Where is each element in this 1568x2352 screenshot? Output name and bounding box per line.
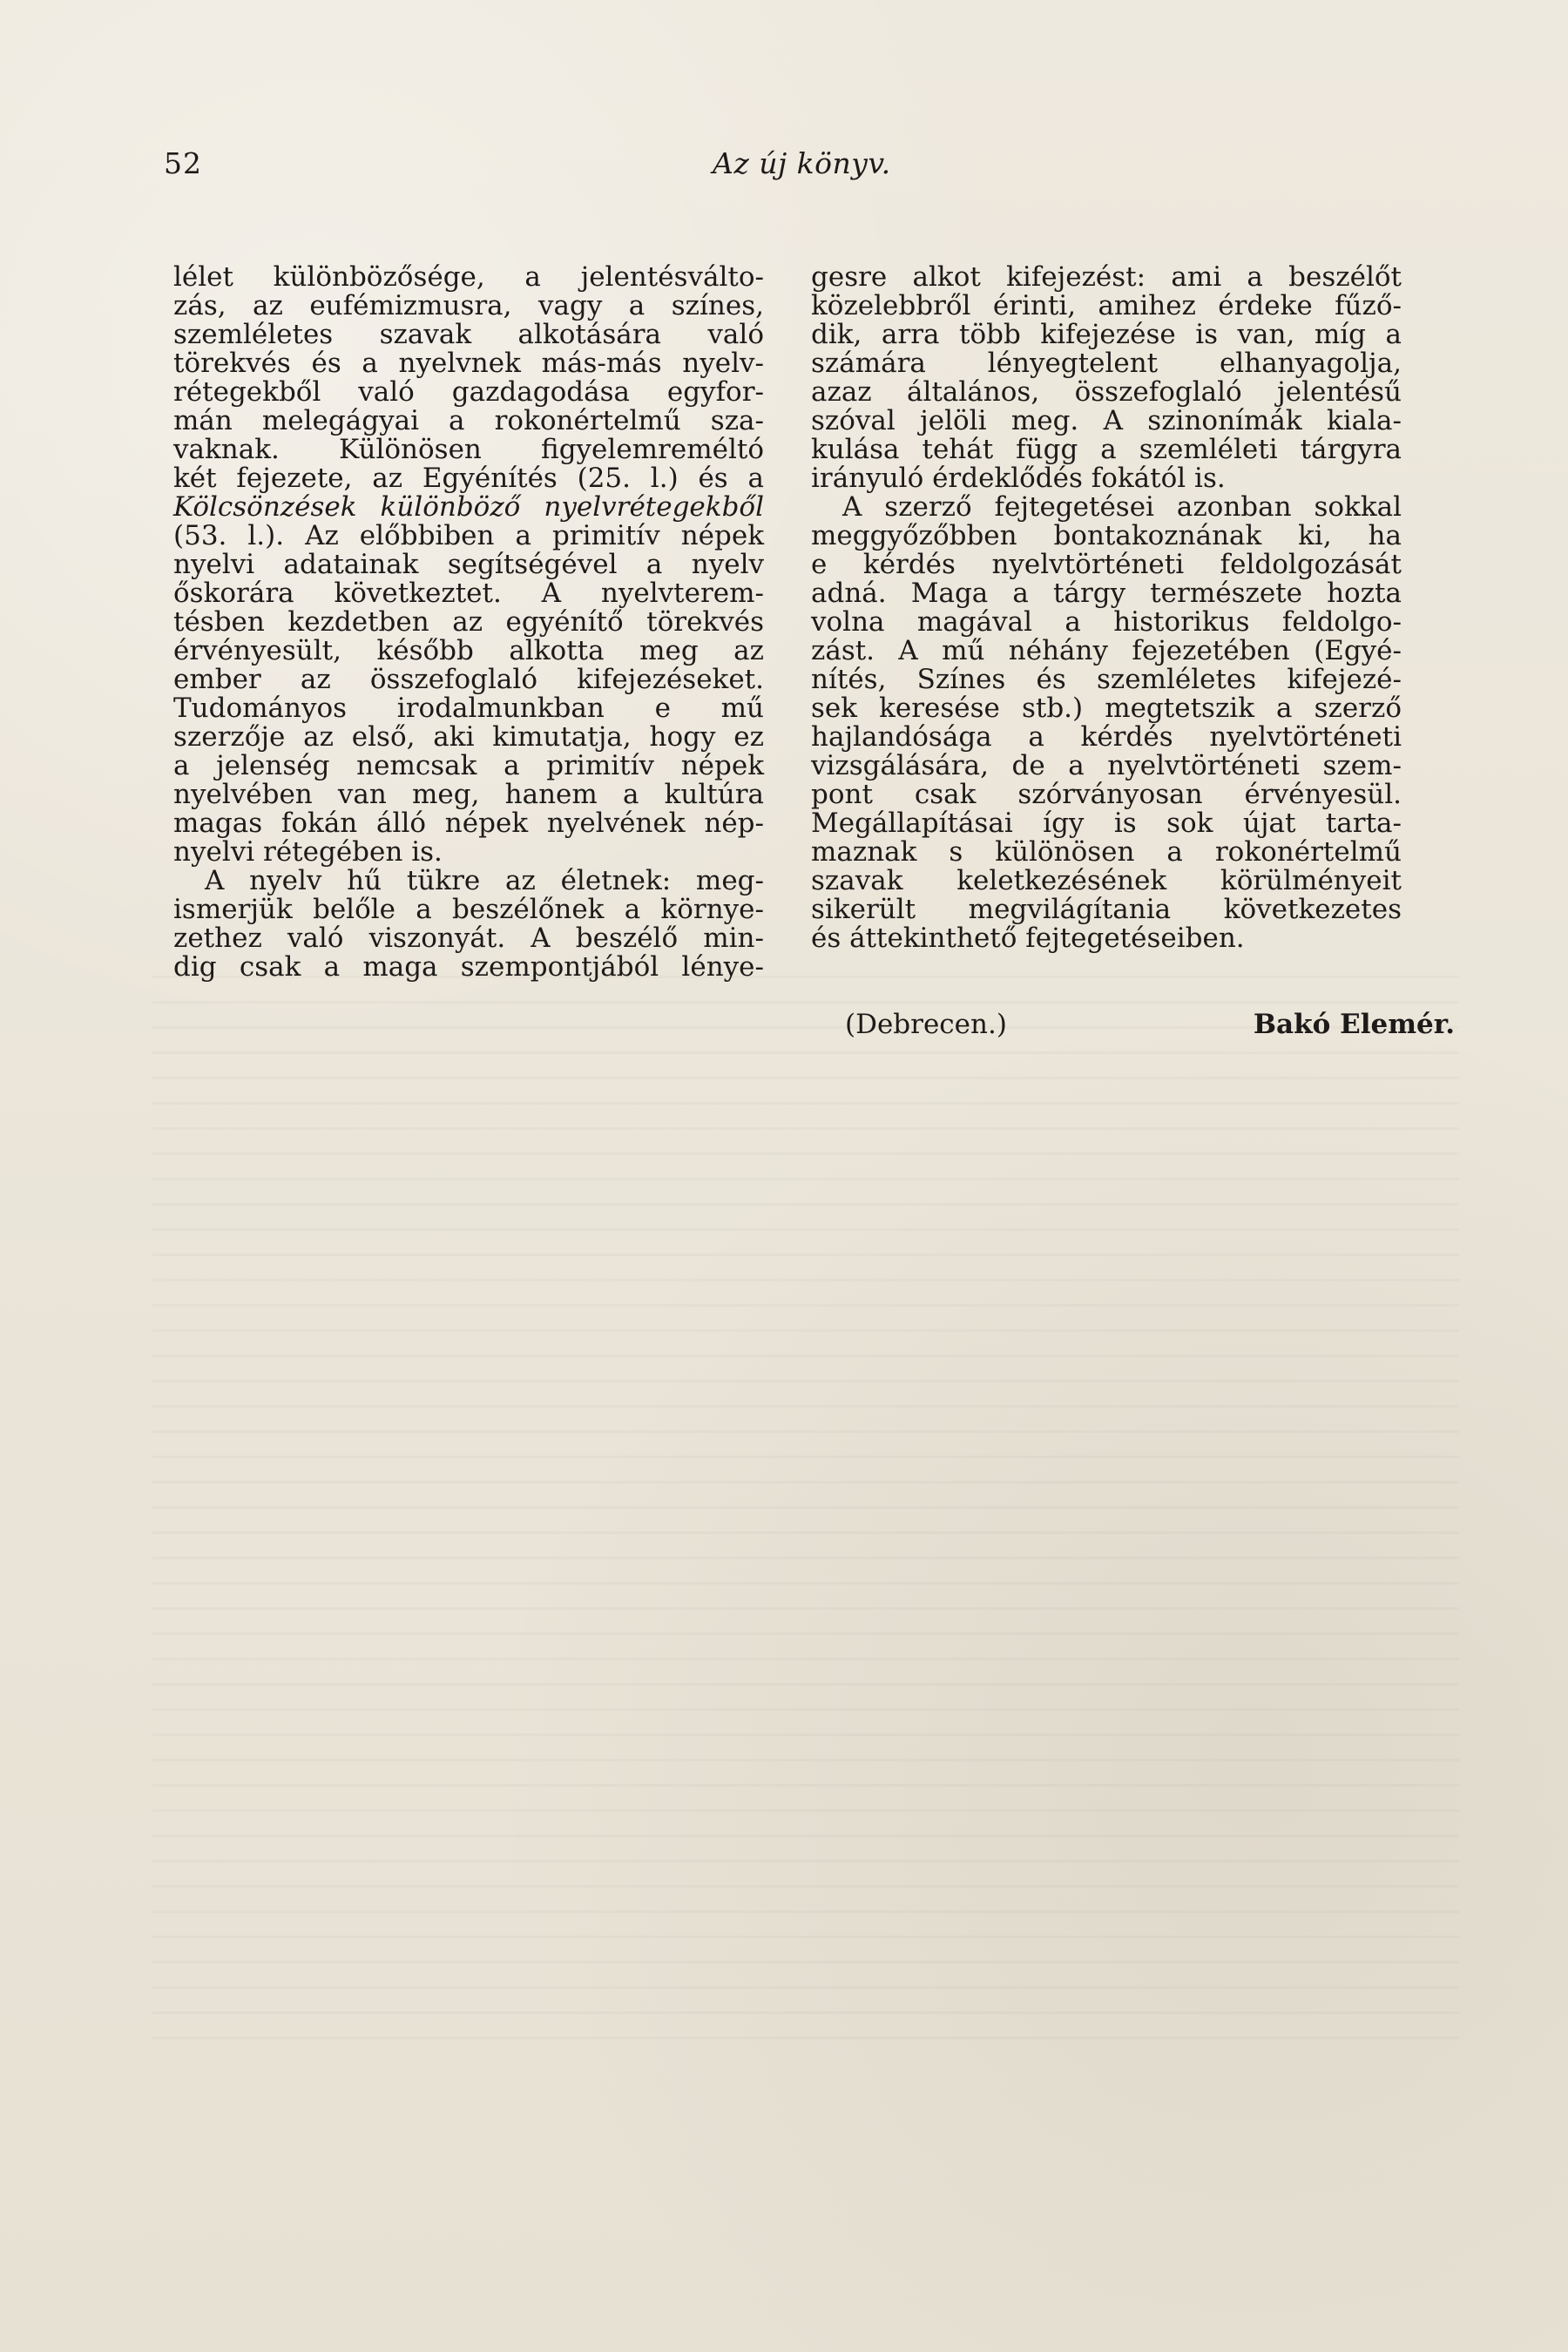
text-line: zást. A mű néhány fejezetében (Egyé- [811,635,1402,666]
text-line: nyelvi rétegében is. [173,836,443,868]
text-line: őskorára következtet. A nyelvterem- [173,578,764,609]
text-line: hajlandósága a kérdés nyelvtörténeti [811,721,1402,753]
text-line: zethez való viszonyát. A beszélő min- [173,923,764,954]
text-line: volna magával a historikus feldolgo- [811,606,1402,638]
text-line: meggyőzőbben bontakoznának ki, ha [811,520,1402,551]
text-line: adná. Maga a tárgy természete hozta [811,578,1402,609]
text-line: A szerző fejtegetései azonban sokkal [842,491,1402,523]
text-line: sikerült megvilágítania következetes [811,894,1402,925]
text-line: érvényesült, később alkotta meg az [173,635,764,666]
text-line: közelebbről érinti, amihez érdeke fűző- [811,290,1402,321]
text-line: törekvés és a nyelvnek más-más nyelv- [173,348,764,379]
text-line: a jelenség nemcsak a primitív népek [173,750,764,781]
signature-block [845,1010,1455,1045]
text-line: gesre alkot kifejezést: ami a beszélőt [811,261,1402,293]
text-line: két fejezete, az Egyénítés (25. l.) és a [173,463,764,494]
running-title: Az új könyv. [713,146,891,180]
text-line: azaz általános, összefoglaló jelentésű [811,376,1402,408]
text-line: maznak s különösen a rokonértelmű [811,836,1402,868]
left-text-column [173,263,764,982]
text-line: Tudományos irodalmunkban e mű [173,693,764,724]
text-line: ismerjük belőle a beszélőnek a környe- [173,894,764,925]
text-line: e kérdés nyelvtörténeti feldolgozását [811,549,1402,580]
text-line: dik, arra több kifejezése is van, míg a [811,319,1402,350]
text-line: nítés, Színes és szemléletes kifejezé- [811,664,1402,695]
text-line: rétegekből való gazdagodása egyfor- [173,376,764,408]
text-line: sek keresése stb.) megtetszik a szerző [811,693,1402,724]
text-line: szóval jelöli meg. A szinonímák kiala- [811,405,1402,436]
text-line: és áttekinthető fejtegetéseiben. [811,923,1245,954]
text-line: vaknak. Különösen figyelemreméltó [173,434,764,465]
text-line: A nyelv hű tükre az életnek: meg- [205,865,764,896]
text-line: szemléletes szavak alkotására való [173,319,764,350]
text-line: lélet különbözősége, a jelentésválto- [173,261,764,293]
text-line-italic: Kölcsönzések különböző nyelvrétegekből [173,491,764,523]
text-line: ember az összefoglaló kifejezéseket. [173,664,764,695]
text-line: szavak keletkezésének körülményeit [811,865,1402,896]
page-header [0,146,1568,181]
bleed-through-texture [152,976,1459,2047]
text-line: magas fokán álló népek nyelvének nép- [173,808,764,839]
signature-author: Bakó Elemér. [1253,1009,1455,1040]
text-line: pont csak szórványosan érvényesül. [811,779,1402,810]
signature-place: (Debrecen.) [845,1009,1007,1040]
text-line: dig csak a maga szempontjából lénye- [173,951,764,983]
right-text-column [811,263,1402,953]
text-line: nyelvében van meg, hanem a kultúra [173,779,764,810]
text-line: nyelvi adatainak segítségével a nyelv [173,549,764,580]
text-line: (53. l.). Az előbbiben a primitív népek [173,520,764,551]
text-line: zás, az eufémizmusra, vagy a színes, [173,290,764,321]
text-line: Megállapításai így is sok újat tarta- [811,808,1402,839]
text-line: irányuló érdeklődés fokától is. [811,463,1226,494]
text-line: számára lényegtelent elhanyagolja, [811,348,1402,379]
text-line: vizsgálására, de a nyelvtörténeti szem- [811,750,1402,781]
text-line: mán melegágyai a rokonértelmű sza- [173,405,764,436]
text-line: tésben kezdetben az egyénítő törekvés [173,606,764,638]
text-line: kulása tehát függ a szemléleti tárgyra [811,434,1402,465]
page-number: 52 [164,146,202,180]
text-line: szerzője az első, aki kimutatja, hogy ez [173,721,764,753]
